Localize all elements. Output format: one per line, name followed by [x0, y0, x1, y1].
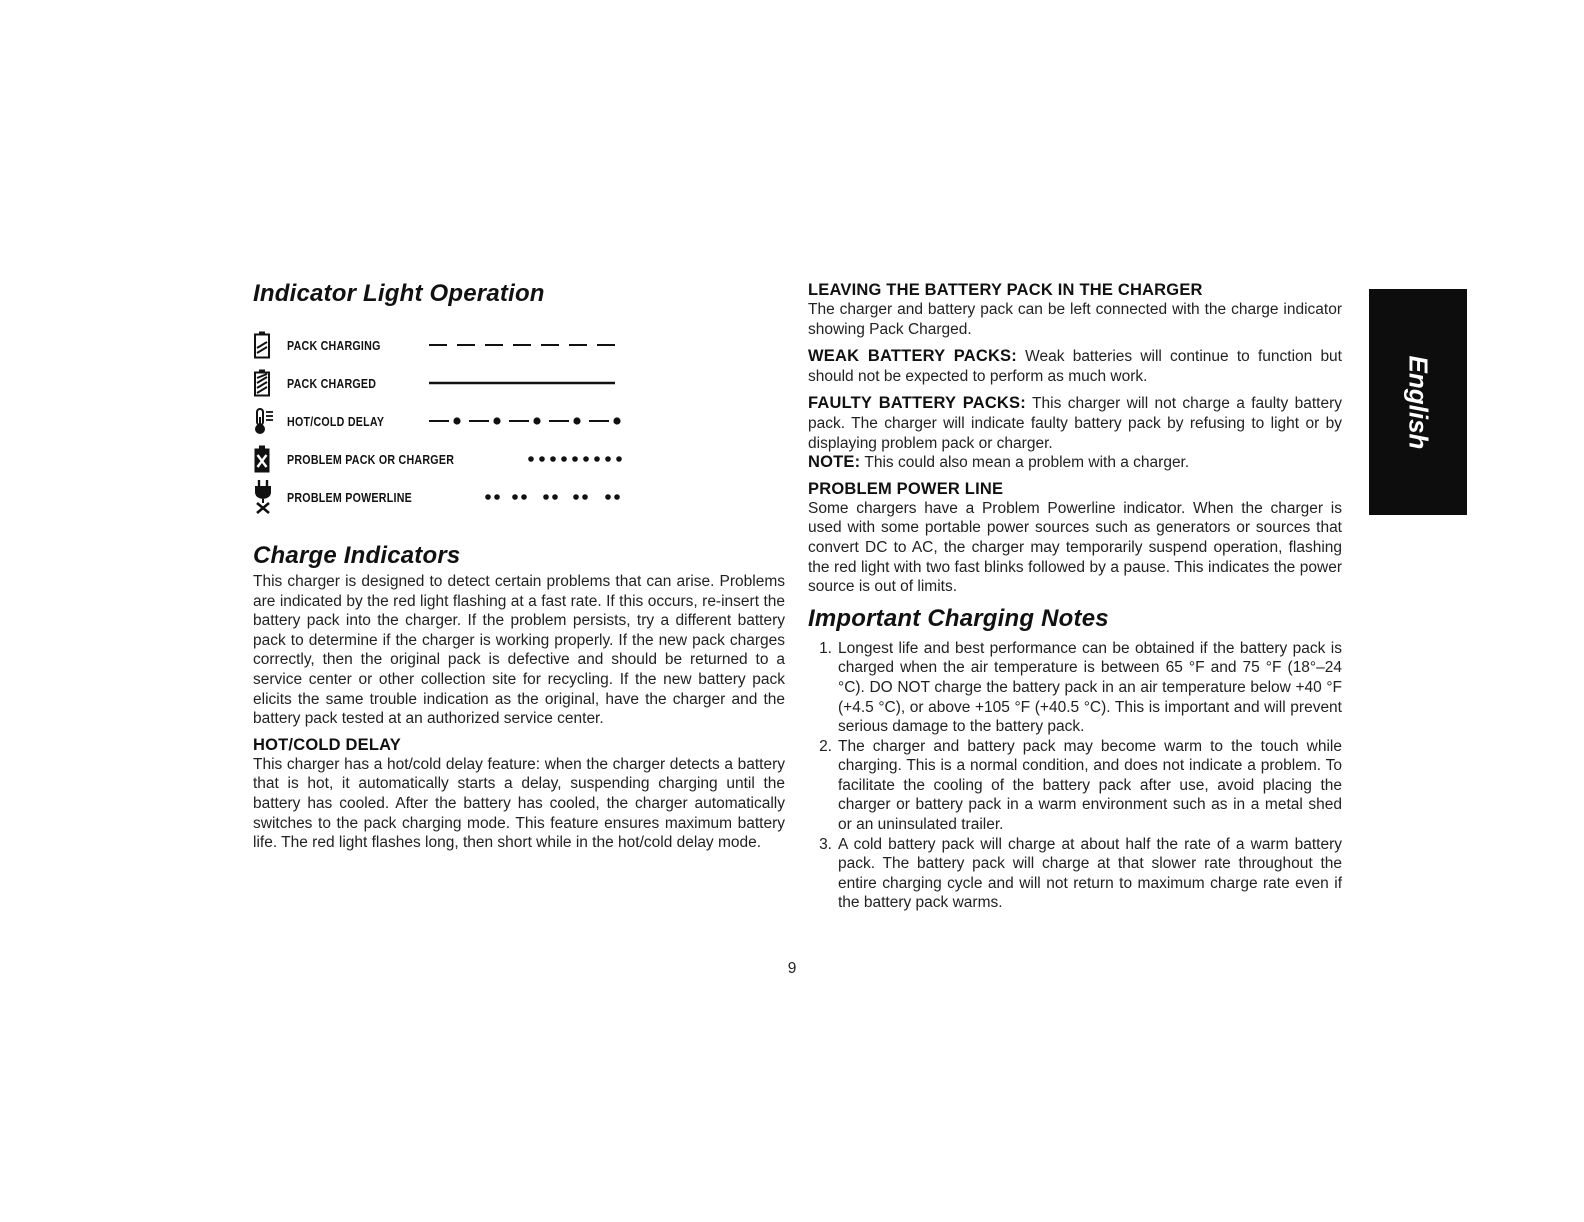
list-item-number: 3. [819, 835, 832, 853]
legend-row-pack-charging [253, 326, 785, 364]
faulty-lead: FAULTY BATTERY PACKS: [808, 394, 1026, 413]
charge-indicators-title: Charge Indicators [253, 542, 461, 569]
list-item-text: A cold battery pack will charge at about half the rate of a warm battery pack. The battery pack will charge at that slower rate throughout the entire charging cycle and will not return to maximum charge rate even if the battery pack warms. [838, 835, 1342, 912]
pattern-dash-dot [427, 411, 627, 431]
pattern-double-dots [427, 487, 627, 507]
legend-label: HOT/COLD DELAY [287, 413, 385, 429]
left-column [253, 280, 785, 853]
leaving-body: The charger and battery pack can be left connected with the charge indicator showing Pack Charged. [808, 301, 1342, 338]
list-item [808, 639, 1342, 737]
legend-label: PACK CHARGING [287, 337, 381, 353]
page-number: 9 [787, 960, 797, 977]
battery-problem-icon [253, 444, 279, 474]
note-body: This could also mean a problem with a charger. [860, 454, 1190, 472]
thermometer-icon [253, 406, 279, 436]
right-column [808, 280, 1342, 913]
weak-body: Weak batteries will continue to function but should not be expected to perform as much work. [808, 348, 1342, 385]
powerline-problem-icon [253, 482, 279, 512]
legend-row-hot-cold-delay [253, 402, 785, 440]
legend-row-pack-charged [253, 364, 785, 402]
notes-list [808, 639, 1342, 913]
language-tab [1369, 289, 1467, 515]
weak-lead: WEAK BATTERY PACKS: [808, 347, 1017, 366]
note-lead: NOTE: [808, 453, 861, 472]
legend-label: PROBLEM POWERLINE [287, 489, 412, 505]
pattern-fast-dots [427, 449, 627, 469]
battery-charging-icon [253, 330, 279, 360]
list-item-number: 1. [819, 639, 832, 657]
pattern-long-dashes [427, 335, 627, 355]
legend-label: PROBLEM PACK OR CHARGER [287, 451, 455, 467]
powerline-body: Some chargers have a Problem Powerline indicator. When the charger is used with some portable power sources such as generators or sources that convert DC to AC, the charger may temporarily suspend operation, flashing the red light with two fast blinks followed by a pause. This indicates the power source is out of limits. [808, 499, 1342, 596]
faulty-body: This charger will not charge a faulty battery pack. The charger will indicate faulty battery pack by refusing to light or by displaying problem pack or charger. [808, 395, 1342, 452]
hot-cold-title: HOT/COLD DELAY [253, 735, 401, 754]
faulty-paragraph [808, 394, 1342, 453]
leaving-title: LEAVING THE BATTERY PACK IN THE CHARGER [808, 281, 1203, 299]
weak-paragraph [808, 347, 1342, 386]
list-item-text: The charger and battery pack may become warm to the touch while charging. This is a normal condition, and does not indicate a problem. To facilitate the cooling of the battery pack after use, avoid placing the charger or battery pack in a warm environment such as in a metal shed or an uninsulated trailer. [838, 737, 1342, 834]
legend-row-problem-powerline [253, 478, 785, 516]
charge-indicators-body: This charger is designed to detect certain problems that can arise. Problems are indicated by the red light flashing at a fast rate. If this occurs, re-insert the battery pack into the charger. If the problem persists, try a different battery pack to determine if the charger is working properly. If the new pack charges correctly, then the original pack is defective and should be returned to a service center or other collection site for recycling. If the new battery pack elicits the same trouble indication as the original, have the charger and the battery pack tested at an authorized service center. [253, 573, 785, 728]
indicator-legend [253, 326, 785, 516]
list-item [808, 835, 1342, 913]
indicator-title: Indicator Light Operation [253, 280, 545, 307]
list-item-number: 2. [819, 737, 832, 755]
list-item-text: Longest life and best performance can be obtained if the battery pack is charged when the air temperature is between 65 °F and 75 °F (18°–24 °C). DO NOT charge the battery pack in an air temperature below +40 °F (+4.5 °C), or above +105 °F (+40.5 °C). This is important and will prevent serious damage to the battery pack. [838, 639, 1342, 736]
language-tab-label: English [1403, 355, 1434, 449]
notes-title: Important Charging Notes [808, 604, 1109, 632]
note-paragraph [808, 453, 1342, 473]
legend-label: PACK CHARGED [287, 375, 377, 391]
list-item [808, 737, 1342, 835]
pattern-solid-line [427, 373, 627, 393]
powerline-title: PROBLEM POWER LINE [808, 479, 1004, 498]
battery-charged-icon [253, 368, 279, 398]
legend-row-problem-pack [253, 440, 785, 478]
hot-cold-body: This charger has a hot/cold delay feature: when the charger detects a battery that is hot, it automatically starts a delay, suspending charging until the battery has cooled. After the battery has cooled, the charger automatically switches to the pack charging mode. This feature ensures maximum battery life. The red light flashes long, then short while in the hot/cold delay mode. [253, 755, 785, 852]
